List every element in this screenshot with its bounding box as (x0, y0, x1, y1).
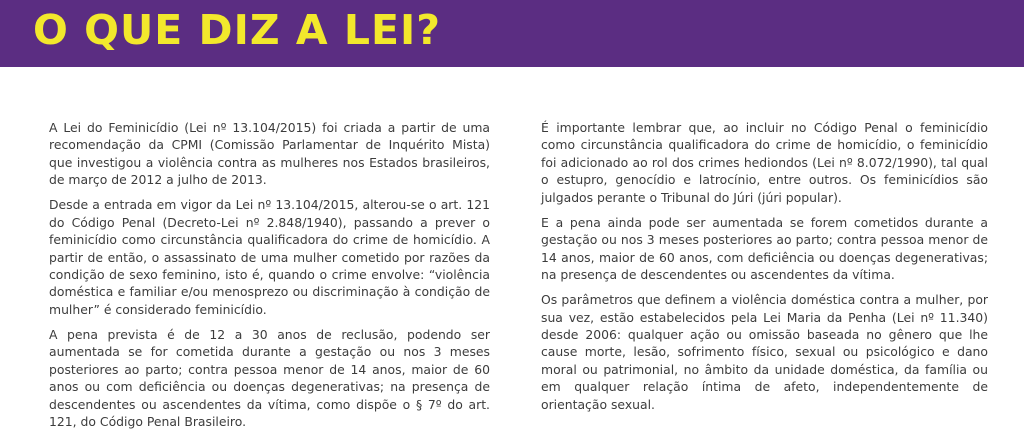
right-text-column (541, 119, 988, 421)
paragraph-heinous-crimes: É importante lembrar que, ao incluir no Código Penal o feminicídio como circunstância qualificadora do crime de homicídio, o feminicídio foi adicionado ao rol dos crimes hediondos (Lei nº 8.072/1990), tal qual o estupro, genocídio e latrocínio, entre outros. Os feminicídios são julgados perante o Tribunal do Júri (júri popular). (541, 120, 988, 205)
paragraph-penal-code-change: Desde a entrada em vigor da Lei nº 13.104/2015, alterou-se o art. 121 do Código Penal (Decreto-Lei nº 2.848/1940), passando a prever o feminicídio como circunstância qualificadora do crime de homicídio. A partir de então, o assassinato de uma mulher cometido por razões da condição de sexo feminino, isto é, quando o crime envolve: “violência doméstica e familiar e/ou menosprezo ou discriminação à condição de mulher” é considerado feminicídio. (49, 197, 490, 317)
paragraph-penalty-increase: E a pena ainda pode ser aumentada se forem cometidos durante a gestação ou nos 3 meses posteriores ao parto; contra pessoa menor de 14 anos, maior de 60 anos, com deficiência ou doenças degenerativas; na presença de descendentes ou ascendentes da vítima. (541, 214, 988, 283)
paragraph-feminicide-law-origin: A Lei do Feminicídio (Lei nº 13.104/2015) foi criada a partir de uma recomendação da CPMI (Comissão Parlamentar de Inquérito Mista) que investigou a violência contra as mulheres nos Estados brasileiros, de março de 2012 a julho de 2013. (49, 120, 490, 188)
paragraph-penalty: A pena prevista é de 12 a 30 anos de reclusão, podendo ser aumentada se for cometida durante a gestação ou nos 3 meses posteriores ao parto; contra pessoa menor de 14 anos, maior de 60 anos ou com deficiência ou doenças degenerativas; na presença de descendentes ou ascendentes da vítima, como dispõe o § 7º do art. 121, do Código Penal Brasileiro. (49, 327, 490, 430)
page-title: O QUE DIZ A LEI? (33, 6, 442, 54)
title-banner (0, 0, 1024, 67)
left-text-column (49, 119, 490, 436)
paragraph-maria-da-penha: Os parâmetros que definem a violência doméstica contra a mulher, por sua vez, estão estabelecidos pela Lei Maria da Penha (Lei nº 11.340) desde 2006: qualquer ação ou omissão baseada no gênero que lhe cause morte, lesão, sofrimento físico, sexual ou psicológico e dano moral ou patrimonial, no âmbito da unidade doméstica, da família ou em qualquer relação íntima de afeto, independentemente de orientação sexual. (541, 292, 988, 412)
